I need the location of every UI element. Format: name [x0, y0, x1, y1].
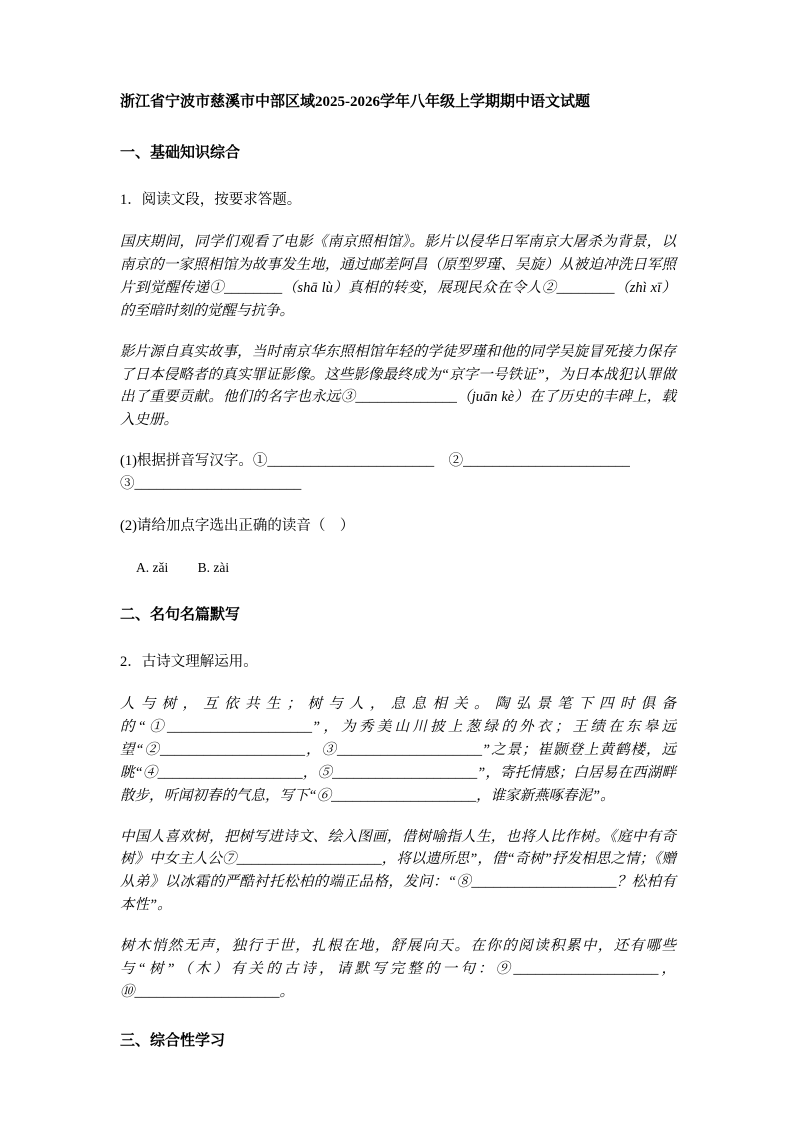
dictation-paragraph-1: 人与树，互依共生；树与人，息息相关。陶弘景笔下四时俱备的“①____________________”，为秀美山川披上葱绿的外衣；王绩在东皋远望“②____________________，③____________________”之景；崔颢登上黄鹤楼，远眺“④____________________，⑤____________________”，寄托情感；白居易在西湖畔散步，听闻初春的气息，写下“⑥____________________，谁家新燕啄春泥”。	[120, 696, 676, 804]
question-2-label: 2．古诗文理解运用。	[120, 653, 258, 670]
sub-question-1: (1)根据拼音写汉字。①_______________________ ②_______________________ ③_______________________	[120, 453, 645, 493]
dictation-paragraph-2: 中国人喜欢树，把树写进诗文、绘入图画，借树喻指人生，也将人比作树。《庭中有奇树》中女主人公⑦____________________，将以遗所思”，借“奇树”抒发相思之情；《赠从弟》以冰霜的严酷衬托松柏的端正品格，发问：“⑧____________________？松柏有本性”。	[120, 828, 676, 914]
passage-paragraph-1: 国庆期间，同学们观看了电影《南京照相馆》。影片以侵华日军南京大屠杀为背景，以南京的一家照相馆为故事发生地，通过邮差阿昌（原型罗瑾、吴旋）从被迫冲洗日军照片到觉醒传递①________（shā lù）真相的转变，展现民众在令人②________（zhì xī）的至暗时刻的觉醒与抗争。	[120, 233, 676, 319]
option-b: B. zài	[197, 559, 230, 575]
passage-paragraph-2: 影片源自真实故事，当时南京华东照相馆年轻的学徒罗瑾和他的同学吴旋冒死接力保存了日本侵略者的真实罪证影像。这些影像最终成为“京字一号铁证”，为日本战犯认罪做出了重要贡献。他们的名字也永远③______________（juān kè）在了历史的丰碑上，载入史册。	[120, 343, 676, 429]
doc-title: 浙江省宁波市慈溪市中部区域2025-2026学年八年级上学期期中语文试题	[120, 94, 590, 110]
section-1-heading: 一、基础知识综合	[120, 145, 241, 161]
question-1-label: 1．阅读文段，按要求答题。	[120, 191, 302, 208]
dictation-paragraph-3: 树木悄然无声，独行于世，扎根在地，舒展向天。在你的阅读积累中，还有哪些与“树”（木）有关的古诗，请默写完整的一句：⑨____________________，⑩____________________。	[120, 938, 676, 1000]
answer-options	[120, 558, 676, 578]
section-2-heading: 二、名句名篇默写	[120, 607, 241, 624]
sub-question-2: (2)请给加点字选出正确的读音（ ）	[120, 517, 355, 534]
section-3-heading: 三、综合性学习	[120, 1032, 226, 1049]
option-a: A. zǎi	[136, 559, 169, 575]
